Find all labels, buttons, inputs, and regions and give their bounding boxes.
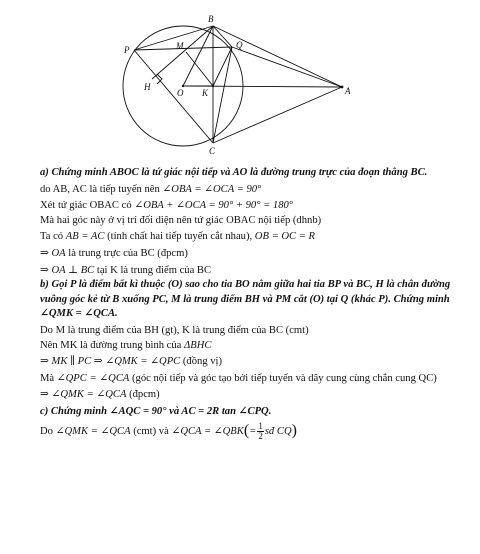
line-text: (cmt) và bbox=[130, 425, 172, 437]
math-expr: ⇒ OA bbox=[40, 247, 66, 259]
segment-bp bbox=[134, 26, 213, 50]
math-expr: AC = 2R tan ∠CPQ bbox=[181, 405, 269, 417]
fraction-num: 1 bbox=[258, 420, 263, 431]
line-bisector bbox=[40, 247, 472, 262]
segment-qc bbox=[213, 47, 232, 143]
label-h: H bbox=[144, 82, 151, 92]
equals-sign: = bbox=[249, 425, 257, 437]
line-sum-angles bbox=[40, 199, 472, 214]
segment-ba bbox=[213, 26, 342, 87]
line-text: Do bbox=[40, 425, 56, 437]
line-text: tại K là trung điểm của BC bbox=[94, 264, 212, 276]
line-text: (đpcm) bbox=[126, 389, 160, 401]
label-o: O bbox=[177, 88, 184, 98]
label-p: P bbox=[124, 45, 130, 55]
point-o bbox=[182, 85, 184, 87]
line-midline bbox=[40, 339, 472, 354]
line-midpoints: Do M là trung điểm của BH (gt), K là trung điểm của BC (cmt) bbox=[40, 324, 309, 336]
line-text: Ta có bbox=[40, 231, 66, 243]
fraction-half bbox=[257, 422, 264, 441]
paren-open: ( bbox=[243, 421, 250, 439]
segment-qa bbox=[232, 47, 342, 87]
line-parallel bbox=[40, 355, 472, 370]
math-expr: ∠QPC = ∠QCA bbox=[56, 372, 130, 384]
label-m: M bbox=[176, 41, 184, 51]
line-text: (góc nội tiếp và góc tạo bởi tiếp tuyến và dây cung cùng chắn cung QC) bbox=[129, 372, 437, 384]
math-expr: ∠OBA = ∠OCA = 90° bbox=[162, 183, 262, 195]
segment-qk bbox=[213, 47, 232, 86]
solution-text bbox=[40, 166, 472, 441]
math-expr: sđ CQ bbox=[264, 425, 292, 437]
math-expr: ⇒ MK ∥ PC ⇒ ∠QMK = ∠QPC bbox=[40, 356, 181, 368]
line-equal-tangents bbox=[40, 230, 472, 245]
math-expr: ΔBHC bbox=[184, 339, 212, 351]
label-a: A bbox=[345, 86, 351, 96]
label-c: C bbox=[209, 146, 216, 156]
math-expr: ∠AQC = 90° bbox=[109, 405, 167, 417]
segment-ca bbox=[213, 87, 342, 143]
line-text: là trung trực của BC (đpcm) bbox=[65, 247, 188, 259]
line-text: và bbox=[166, 405, 182, 417]
math-expr: ∠QCA = ∠QBK bbox=[171, 425, 244, 437]
line-cyclic: Mà hai góc này ở vị trí đối diện nên tứ giác OBAC nội tiếp (dhnb) bbox=[40, 214, 322, 226]
label-k: K bbox=[202, 88, 209, 98]
line-text: . bbox=[268, 405, 272, 417]
line-text: Xét tứ giác OBAC có bbox=[40, 200, 135, 212]
segment-mk bbox=[186, 52, 213, 86]
math-expr: ⇒ ∠QMK = ∠QCA bbox=[40, 389, 127, 401]
line-part-c-start bbox=[40, 422, 472, 441]
line-conclusion-b bbox=[40, 388, 472, 403]
line-text: c) Chứng minh bbox=[40, 405, 110, 417]
math-expr: ∠OBA + ∠OCA = 90° + 90° = 180° bbox=[134, 200, 294, 212]
point-k bbox=[212, 85, 214, 87]
math-expr: AB = AC bbox=[65, 231, 105, 243]
geometry-figure bbox=[0, 0, 480, 160]
label-b: B bbox=[208, 14, 214, 24]
line-text: do AB, AC là tiếp tuyến nên bbox=[40, 183, 163, 195]
segment-bq bbox=[213, 26, 232, 47]
line-text: (tính chất hai tiếp tuyến cắt nhau), bbox=[104, 231, 255, 243]
label-q: Q bbox=[236, 40, 243, 50]
segment-bh bbox=[152, 26, 213, 79]
line-perpendicular bbox=[40, 264, 472, 279]
part-a-title: a) Chứng minh ABOC là tứ giác nội tiếp và AO là đường trung trực của đoạn thẳng BC. bbox=[40, 167, 428, 178]
segment-bo bbox=[183, 26, 213, 86]
point-a bbox=[341, 86, 344, 89]
paren-close: ) bbox=[291, 421, 297, 439]
line-text: Mà bbox=[40, 372, 57, 384]
line-tangent-chord bbox=[40, 372, 472, 387]
line-text: Nên MK là đường trung bình của bbox=[40, 339, 185, 351]
segment-oa bbox=[183, 86, 342, 87]
math-expr: ⇒ OA ⊥ BC bbox=[40, 264, 95, 276]
math-expr: OB = OC = R bbox=[254, 231, 315, 243]
math-expr: ∠QMK = ∠QCA bbox=[55, 425, 131, 437]
line-text: (đồng vị) bbox=[180, 356, 223, 368]
part-b-title: b) Gọi P là điểm bất kì thuộc (O) sao cho tia BO nằm giữa hai tia BP và BC, H là chân đường vuông góc kẻ từ B xuống PC, M là trung điểm BH và PM cắt (O) tại Q (khác P). Chứng minh ∠QMK = ∠QCA. bbox=[40, 279, 451, 320]
line-tangent bbox=[40, 183, 472, 198]
part-c-title bbox=[40, 405, 472, 420]
fraction-den: 2 bbox=[258, 430, 263, 441]
